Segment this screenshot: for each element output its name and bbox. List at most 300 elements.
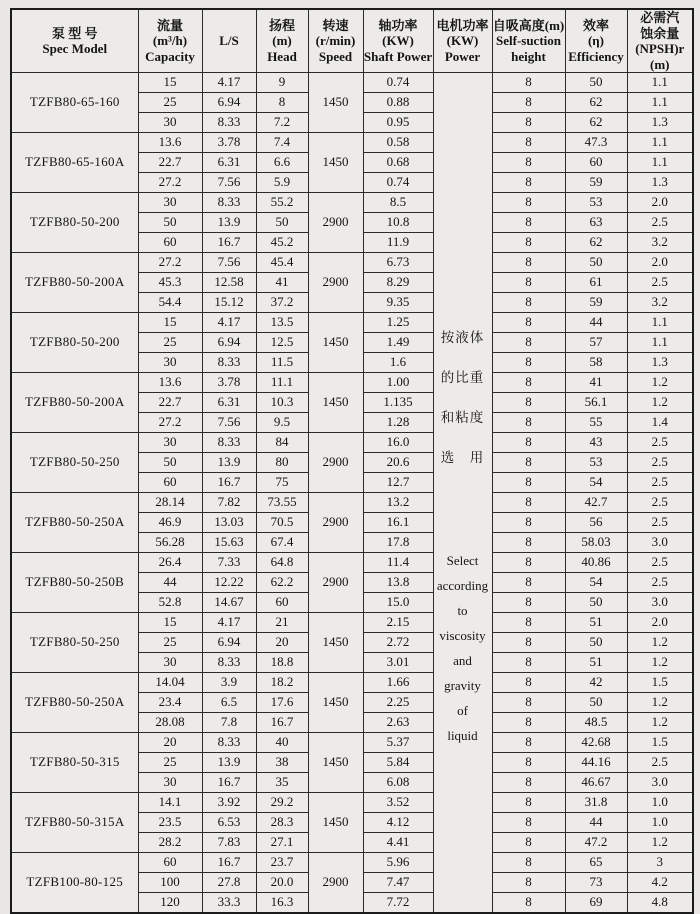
- table-row: [11, 793, 693, 813]
- capacity-cell: 46.9: [138, 513, 202, 533]
- npsh-cell: 4.2: [627, 873, 693, 893]
- efficiency-cell: 44: [565, 313, 627, 333]
- column-header-line: 转速: [322, 17, 349, 33]
- efficiency-cell: 50: [565, 593, 627, 613]
- ls-cell: 27.8: [202, 873, 256, 893]
- self-suction-cell: 8: [492, 193, 565, 213]
- ls-cell: 13.9: [202, 213, 256, 233]
- shaft-power-cell: 9.35: [363, 293, 433, 313]
- capacity-cell: 28.2: [138, 833, 202, 853]
- efficiency-cell: 53: [565, 193, 627, 213]
- model-cell: TZFB80-50-250A: [11, 673, 138, 733]
- head-cell: 75: [256, 473, 308, 493]
- column-header-line: 泵 型 号: [51, 25, 98, 41]
- capacity-cell: 28.14: [138, 493, 202, 513]
- power-note-line: Select: [446, 553, 479, 569]
- self-suction-cell: 8: [492, 313, 565, 333]
- power-note-line: 按液体: [440, 330, 485, 346]
- ls-cell: 8.33: [202, 113, 256, 133]
- npsh-cell: 1.5: [627, 733, 693, 753]
- shaft-power-cell: 1.135: [363, 393, 433, 413]
- npsh-cell: 2.5: [627, 573, 693, 593]
- column-header-line: Capacity: [145, 48, 195, 64]
- npsh-cell: 2.5: [627, 273, 693, 293]
- npsh-cell: 1.0: [627, 793, 693, 813]
- shaft-power-cell: 6.73: [363, 253, 433, 273]
- capacity-cell: 22.7: [138, 153, 202, 173]
- self-suction-cell: 8: [492, 173, 565, 193]
- capacity-cell: 30: [138, 773, 202, 793]
- head-cell: 8: [256, 93, 308, 113]
- power-note-english: [434, 548, 492, 748]
- shaft-power-cell: 5.96: [363, 853, 433, 873]
- self-suction-cell: 8: [492, 653, 565, 673]
- ls-cell: 7.8: [202, 713, 256, 733]
- column-header-ls: [202, 9, 256, 73]
- head-cell: 9: [256, 73, 308, 93]
- self-suction-cell: 8: [492, 373, 565, 393]
- ls-cell: 6.53: [202, 813, 256, 833]
- shaft-power-cell: 7.47: [363, 873, 433, 893]
- capacity-cell: 25: [138, 753, 202, 773]
- self-suction-cell: 8: [492, 253, 565, 273]
- table-row: [11, 73, 693, 93]
- efficiency-cell: 51: [565, 613, 627, 633]
- efficiency-cell: 58: [565, 353, 627, 373]
- model-cell: TZFB80-50-200A: [11, 373, 138, 433]
- self-suction-cell: 8: [492, 113, 565, 133]
- power-note-line: viscosity: [439, 628, 486, 644]
- self-suction-cell: 8: [492, 453, 565, 473]
- ls-cell: 6.31: [202, 153, 256, 173]
- head-cell: 40: [256, 733, 308, 753]
- self-suction-cell: 8: [492, 893, 565, 914]
- capacity-cell: 30: [138, 193, 202, 213]
- shaft-power-cell: 2.63: [363, 713, 433, 733]
- table-row: [11, 673, 693, 693]
- power-note-line: liquid: [447, 728, 478, 744]
- shaft-power-cell: 8.5: [363, 193, 433, 213]
- ls-cell: 16.7: [202, 233, 256, 253]
- column-header-line: Speed: [318, 48, 353, 64]
- head-cell: 20.0: [256, 873, 308, 893]
- capacity-cell: 27.2: [138, 253, 202, 273]
- shaft-power-cell: 0.58: [363, 133, 433, 153]
- efficiency-cell: 61: [565, 273, 627, 293]
- self-suction-cell: 8: [492, 333, 565, 353]
- self-suction-cell: 8: [492, 133, 565, 153]
- efficiency-cell: 57: [565, 333, 627, 353]
- shaft-power-cell: 2.25: [363, 693, 433, 713]
- self-suction-cell: 8: [492, 393, 565, 413]
- ls-cell: 13.9: [202, 453, 256, 473]
- model-cell: TZFB80-50-315: [11, 733, 138, 793]
- capacity-cell: 13.6: [138, 133, 202, 153]
- table-row: [11, 613, 693, 633]
- power-note-line: 的比重: [440, 370, 485, 386]
- ls-cell: 3.78: [202, 133, 256, 153]
- self-suction-cell: 8: [492, 273, 565, 293]
- model-cell: TZFB100-80-125: [11, 853, 138, 914]
- head-cell: 45.4: [256, 253, 308, 273]
- head-cell: 70.5: [256, 513, 308, 533]
- model-cell: TZFB80-50-250: [11, 433, 138, 493]
- column-header-line: L/S: [219, 33, 239, 49]
- self-suction-cell: 8: [492, 73, 565, 93]
- ls-cell: 4.17: [202, 73, 256, 93]
- capacity-cell: 30: [138, 653, 202, 673]
- column-header-capacity: [138, 9, 202, 73]
- ls-cell: 8.33: [202, 353, 256, 373]
- efficiency-cell: 63: [565, 213, 627, 233]
- ls-cell: 14.67: [202, 593, 256, 613]
- efficiency-cell: 47.3: [565, 133, 627, 153]
- self-suction-cell: 8: [492, 693, 565, 713]
- npsh-cell: 2.5: [627, 453, 693, 473]
- efficiency-cell: 62: [565, 113, 627, 133]
- npsh-cell: 1.2: [627, 373, 693, 393]
- speed-cell: 1450: [308, 313, 363, 373]
- self-suction-cell: 8: [492, 793, 565, 813]
- npsh-cell: 1.2: [627, 393, 693, 413]
- efficiency-cell: 60: [565, 153, 627, 173]
- motor-power-note-cell: [433, 73, 492, 914]
- column-header-line: 轴功率: [378, 17, 418, 33]
- npsh-cell: 1.3: [627, 353, 693, 373]
- table-row: [11, 133, 693, 153]
- npsh-cell: 1.4: [627, 413, 693, 433]
- table-row: [11, 193, 693, 213]
- speed-cell: 1450: [308, 733, 363, 793]
- column-header-line: 电机功率: [436, 17, 489, 33]
- head-cell: 27.1: [256, 833, 308, 853]
- shaft-power-cell: 1.28: [363, 413, 433, 433]
- shaft-power-cell: 15.0: [363, 593, 433, 613]
- model-cell: TZFB80-50-250: [11, 613, 138, 673]
- column-header-line: Spec Model: [42, 41, 108, 57]
- column-header-line: 流量: [156, 17, 183, 33]
- model-cell: TZFB80-50-315A: [11, 793, 138, 853]
- shaft-power-cell: 1.66: [363, 673, 433, 693]
- column-header-line: 必需汽: [640, 10, 680, 25]
- head-cell: 10.3: [256, 393, 308, 413]
- efficiency-cell: 56: [565, 513, 627, 533]
- npsh-cell: 2.5: [627, 213, 693, 233]
- speed-cell: 2900: [308, 193, 363, 253]
- head-cell: 35: [256, 773, 308, 793]
- capacity-cell: 45.3: [138, 273, 202, 293]
- capacity-cell: 13.6: [138, 373, 202, 393]
- model-cell: TZFB80-65-160: [11, 73, 138, 133]
- npsh-cell: 2.5: [627, 473, 693, 493]
- ls-cell: 3.78: [202, 373, 256, 393]
- ls-cell: 16.7: [202, 853, 256, 873]
- capacity-cell: 14.04: [138, 673, 202, 693]
- ls-cell: 6.94: [202, 633, 256, 653]
- table-row: [11, 733, 693, 753]
- power-note-line: of: [457, 703, 468, 719]
- capacity-cell: 25: [138, 633, 202, 653]
- ls-cell: 13.03: [202, 513, 256, 533]
- shaft-power-cell: 12.7: [363, 473, 433, 493]
- table-body: [11, 73, 693, 914]
- table-row: [11, 493, 693, 513]
- efficiency-cell: 40.86: [565, 553, 627, 573]
- head-cell: 13.5: [256, 313, 308, 333]
- npsh-cell: 1.3: [627, 173, 693, 193]
- speed-cell: 2900: [308, 433, 363, 493]
- self-suction-cell: 8: [492, 233, 565, 253]
- npsh-cell: 3.0: [627, 593, 693, 613]
- efficiency-cell: 42.7: [565, 493, 627, 513]
- head-cell: 16.7: [256, 713, 308, 733]
- shaft-power-cell: 4.41: [363, 833, 433, 853]
- npsh-cell: 1.1: [627, 333, 693, 353]
- model-cell: TZFB80-50-200A: [11, 253, 138, 313]
- power-note-line: gravity: [444, 678, 481, 694]
- capacity-cell: 54.4: [138, 293, 202, 313]
- capacity-cell: 15: [138, 613, 202, 633]
- capacity-cell: 23.4: [138, 693, 202, 713]
- self-suction-cell: 8: [492, 833, 565, 853]
- capacity-cell: 30: [138, 353, 202, 373]
- ls-cell: 8.33: [202, 433, 256, 453]
- table-row: [11, 313, 693, 333]
- npsh-cell: 1.2: [627, 713, 693, 733]
- column-header-line: (m): [650, 56, 670, 72]
- head-cell: 60: [256, 593, 308, 613]
- capacity-cell: 15: [138, 73, 202, 93]
- ls-cell: 6.94: [202, 333, 256, 353]
- column-header-line: Head: [267, 48, 297, 64]
- self-suction-cell: 8: [492, 753, 565, 773]
- npsh-cell: 1.2: [627, 633, 693, 653]
- head-cell: 11.1: [256, 373, 308, 393]
- npsh-cell: 1.1: [627, 93, 693, 113]
- model-cell: TZFB80-50-250A: [11, 493, 138, 553]
- efficiency-cell: 59: [565, 293, 627, 313]
- power-note-line: to: [457, 603, 468, 619]
- ls-cell: 4.17: [202, 613, 256, 633]
- shaft-power-cell: 3.01: [363, 653, 433, 673]
- table-row: [11, 433, 693, 453]
- head-cell: 5.9: [256, 173, 308, 193]
- ls-cell: 7.33: [202, 553, 256, 573]
- efficiency-cell: 53: [565, 453, 627, 473]
- efficiency-cell: 31.8: [565, 793, 627, 813]
- column-header-line: Shaft Power: [363, 48, 433, 64]
- ls-cell: 12.22: [202, 573, 256, 593]
- speed-cell: 1450: [308, 793, 363, 853]
- shaft-power-cell: 2.72: [363, 633, 433, 653]
- shaft-power-cell: 1.00: [363, 373, 433, 393]
- npsh-cell: 3.2: [627, 293, 693, 313]
- npsh-cell: 3.0: [627, 773, 693, 793]
- npsh-cell: 1.2: [627, 653, 693, 673]
- capacity-cell: 60: [138, 473, 202, 493]
- npsh-cell: 1.3: [627, 113, 693, 133]
- shaft-power-cell: 8.29: [363, 273, 433, 293]
- npsh-cell: 2.5: [627, 493, 693, 513]
- head-cell: 6.6: [256, 153, 308, 173]
- shaft-power-cell: 1.25: [363, 313, 433, 333]
- shaft-power-cell: 16.1: [363, 513, 433, 533]
- self-suction-cell: 8: [492, 513, 565, 533]
- column-header-npsh: [627, 9, 693, 73]
- table-row: [11, 373, 693, 393]
- self-suction-cell: 8: [492, 773, 565, 793]
- capacity-cell: 56.28: [138, 533, 202, 553]
- self-suction-cell: 8: [492, 673, 565, 693]
- npsh-cell: 1.2: [627, 693, 693, 713]
- head-cell: 9.5: [256, 413, 308, 433]
- head-cell: 11.5: [256, 353, 308, 373]
- column-header-model: [11, 9, 138, 73]
- self-suction-cell: 8: [492, 573, 565, 593]
- shaft-power-cell: 10.8: [363, 213, 433, 233]
- efficiency-cell: 58.03: [565, 533, 627, 553]
- capacity-cell: 100: [138, 873, 202, 893]
- shaft-power-cell: 1.49: [363, 333, 433, 353]
- ls-cell: 13.9: [202, 753, 256, 773]
- self-suction-cell: 8: [492, 593, 565, 613]
- speed-cell: 1450: [308, 373, 363, 433]
- capacity-cell: 23.5: [138, 813, 202, 833]
- column-header-self-suction: [492, 9, 565, 73]
- capacity-cell: 50: [138, 453, 202, 473]
- self-suction-cell: 8: [492, 413, 565, 433]
- head-cell: 50: [256, 213, 308, 233]
- efficiency-cell: 48.5: [565, 713, 627, 733]
- power-note-line: 和粘度: [440, 410, 485, 426]
- head-cell: 21: [256, 613, 308, 633]
- head-cell: 12.5: [256, 333, 308, 353]
- power-note-line: 选 用: [440, 450, 485, 466]
- self-suction-cell: 8: [492, 873, 565, 893]
- shaft-power-cell: 5.37: [363, 733, 433, 753]
- ls-cell: 4.17: [202, 313, 256, 333]
- efficiency-cell: 62: [565, 93, 627, 113]
- head-cell: 37.2: [256, 293, 308, 313]
- speed-cell: 1450: [308, 73, 363, 133]
- npsh-cell: 1.1: [627, 73, 693, 93]
- self-suction-cell: 8: [492, 713, 565, 733]
- npsh-cell: 2.5: [627, 553, 693, 573]
- efficiency-cell: 65: [565, 853, 627, 873]
- capacity-cell: 25: [138, 333, 202, 353]
- npsh-cell: 3: [627, 853, 693, 873]
- ls-cell: 6.31: [202, 393, 256, 413]
- capacity-cell: 20: [138, 733, 202, 753]
- power-note-line: according: [436, 578, 489, 594]
- ls-cell: 7.83: [202, 833, 256, 853]
- column-header-line: Power: [444, 48, 481, 64]
- capacity-cell: 27.2: [138, 413, 202, 433]
- head-cell: 18.2: [256, 673, 308, 693]
- efficiency-cell: 43: [565, 433, 627, 453]
- capacity-cell: 60: [138, 233, 202, 253]
- head-cell: 80: [256, 453, 308, 473]
- speed-cell: 1450: [308, 613, 363, 673]
- efficiency-cell: 50: [565, 693, 627, 713]
- table-row: [11, 253, 693, 273]
- shaft-power-cell: 0.88: [363, 93, 433, 113]
- efficiency-cell: 56.1: [565, 393, 627, 413]
- speed-cell: 1450: [308, 673, 363, 733]
- efficiency-cell: 51: [565, 653, 627, 673]
- speed-cell: 2900: [308, 253, 363, 313]
- efficiency-cell: 54: [565, 573, 627, 593]
- shaft-power-cell: 17.8: [363, 533, 433, 553]
- capacity-cell: 30: [138, 433, 202, 453]
- ls-cell: 8.33: [202, 193, 256, 213]
- model-cell: TZFB80-50-200: [11, 193, 138, 253]
- ls-cell: 7.56: [202, 253, 256, 273]
- head-cell: 45.2: [256, 233, 308, 253]
- model-cell: TZFB80-50-250B: [11, 553, 138, 613]
- speed-cell: 2900: [308, 553, 363, 613]
- capacity-cell: 15: [138, 313, 202, 333]
- shaft-power-cell: 0.74: [363, 73, 433, 93]
- column-header-line: (m): [272, 33, 292, 49]
- model-cell: TZFB80-50-200: [11, 313, 138, 373]
- model-cell: TZFB80-65-160A: [11, 133, 138, 193]
- column-header-motor-power: [433, 9, 492, 73]
- npsh-cell: 1.2: [627, 833, 693, 853]
- column-header-line: (NPSH)r: [635, 41, 685, 57]
- head-cell: 23.7: [256, 853, 308, 873]
- npsh-cell: 3.0: [627, 533, 693, 553]
- head-cell: 84: [256, 433, 308, 453]
- head-cell: 7.4: [256, 133, 308, 153]
- ls-cell: 16.7: [202, 773, 256, 793]
- head-cell: 64.8: [256, 553, 308, 573]
- ls-cell: 15.63: [202, 533, 256, 553]
- self-suction-cell: 8: [492, 633, 565, 653]
- column-header-line: 扬程: [268, 17, 295, 33]
- ls-cell: 16.7: [202, 473, 256, 493]
- head-cell: 73.55: [256, 493, 308, 513]
- efficiency-cell: 73: [565, 873, 627, 893]
- ls-cell: 15.12: [202, 293, 256, 313]
- ls-cell: 7.82: [202, 493, 256, 513]
- npsh-cell: 1.5: [627, 673, 693, 693]
- capacity-cell: 52.8: [138, 593, 202, 613]
- efficiency-cell: 50: [565, 73, 627, 93]
- efficiency-cell: 44.16: [565, 753, 627, 773]
- head-cell: 7.2: [256, 113, 308, 133]
- npsh-cell: 2.0: [627, 613, 693, 633]
- column-header-shaft-power: [363, 9, 433, 73]
- shaft-power-cell: 13.8: [363, 573, 433, 593]
- column-header-line: (KW): [382, 33, 414, 49]
- self-suction-cell: 8: [492, 733, 565, 753]
- column-header-speed: [308, 9, 363, 73]
- pump-spec-table: [10, 8, 694, 914]
- column-header-line: 蚀余量: [640, 25, 680, 41]
- shaft-power-cell: 16.0: [363, 433, 433, 453]
- capacity-cell: 14.1: [138, 793, 202, 813]
- shaft-power-cell: 1.6: [363, 353, 433, 373]
- efficiency-cell: 69: [565, 893, 627, 914]
- npsh-cell: 2.5: [627, 433, 693, 453]
- column-header-line: Efficiency: [568, 48, 624, 64]
- column-header-line: 自吸高度(m): [492, 17, 565, 33]
- speed-cell: 2900: [308, 853, 363, 914]
- efficiency-cell: 42: [565, 673, 627, 693]
- head-cell: 62.2: [256, 573, 308, 593]
- self-suction-cell: 8: [492, 353, 565, 373]
